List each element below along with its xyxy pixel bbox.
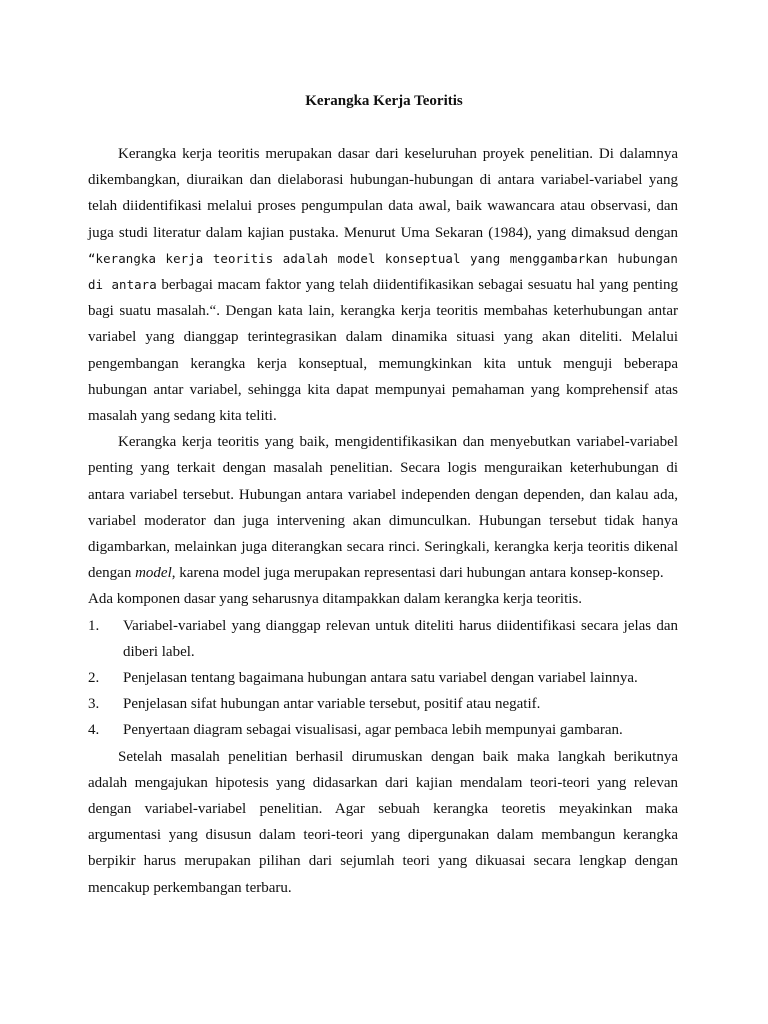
list-item (88, 613, 678, 665)
paragraph-1-intro: Kerangka kerja teoritis merupakan dasar dari keseluruhan proyek penelitian. Di dalamnya dikembangkan, diuraikan dan dielaborasi hubungan-hubungan di antara variabel-variabel yang telah diidentifikasi melalui proses pengumpulan data awal, baik wawancara atau observasi, dan juga studi literatur dalam kajian pustaka. Menurut Uma Sekaran (1984), yang dimaksud dengan (88, 146, 678, 241)
paragraph-1-rest: berbagai macam faktor yang telah diidentifikasikan sebagai sesuatu hal yang penting bagi suatu masalah.“. Dengan kata lain, kerangka kerja teoritis membahas keterhubungan antar variabel yang dianggap terintegrasikan dalam dinamika situasi yang akan diteliti. Melalui pengembangan kerangka kerja konseptual, memungkinkan kita untuk menguji beberapa hubungan antar variabel, sehingga kita dapat mempunyai pemahaman yang komprehensif atas masalah yang sedang kita teliti. (88, 277, 678, 425)
list-item-number: 1. (88, 617, 100, 634)
list-item-number: 3. (88, 696, 100, 713)
paragraph-2 (88, 429, 678, 586)
paragraph-2-part1: Kerangka kerja teoritis yang baik, mengidentifikasikan dan menyebutkan variabel-variabel penting yang terkait dengan masalah penelitian. Secara logis menguraikan keterhubungan di antara variabel tersebut. Hubungan antara variabel independen dengan dependen, dan kalau ada, variabel moderator dan juga intervening akan dimunculkan. Hubungan tersebut tidak hanya digambarkan, melainkan juga diterangkan secara rinci. Seringkali, kerangka kerja teoritis dikenal dengan (88, 434, 678, 582)
paragraph-3: Setelah masalah penelitian berhasil dirumuskan dengan baik maka langkah berikutnya adalah mengajukan hipotesis yang didasarkan dari kajian mendalam teori-teori yang relevan dengan variabel-variabel penelitian. Agar sebuah kerangka teoretis meyakinkan maka argumentasi yang disusun dalam teori-teori yang dipergunakan dalam membangun kerangka berpikir harus merupakan pilihan dari sejumlah teori yang dikuasai secara lengkap dengan mencakup perkembangan terbaru. (88, 748, 678, 896)
list-item-text: Penjelasan sifat hubungan antar variable tersebut, positif atau negatif. (123, 696, 541, 713)
paragraph-2-emphasis: model (135, 565, 172, 582)
document-title: Kerangka Kerja Teoritis (305, 93, 463, 109)
paragraph-2-part2: , karena model juga merupakan representasi dari hubungan antara konsep-konsep. (171, 565, 664, 582)
list-item (88, 717, 678, 743)
list-item-text: Penjelasan tentang bagaimana hubungan antara satu variabel dengan variabel lainnya. (123, 670, 638, 687)
paragraph-1 (88, 141, 678, 429)
list-item-number: 4. (88, 722, 100, 739)
list-item (88, 691, 678, 717)
paragraph-1-quote: “kerangka kerja teoritis adalah model konseptual yang menggambarkan hubungan di antara (88, 250, 678, 293)
component-list (88, 613, 678, 744)
list-intro: Ada komponen dasar yang seharusnya ditampakkan dalam kerangka kerja teoritis. (88, 591, 582, 608)
list-item-text: Penyertaan diagram sebagai visualisasi, agar pembaca lebih mempunyai gambaran. (123, 722, 623, 739)
list-item-text: Variabel-variabel yang dianggap relevan untuk diteliti harus diidentifikasi secara jelas dan diberi label. (123, 617, 678, 660)
document-body (88, 141, 678, 901)
list-item (88, 665, 678, 691)
list-item-number: 2. (88, 670, 100, 687)
